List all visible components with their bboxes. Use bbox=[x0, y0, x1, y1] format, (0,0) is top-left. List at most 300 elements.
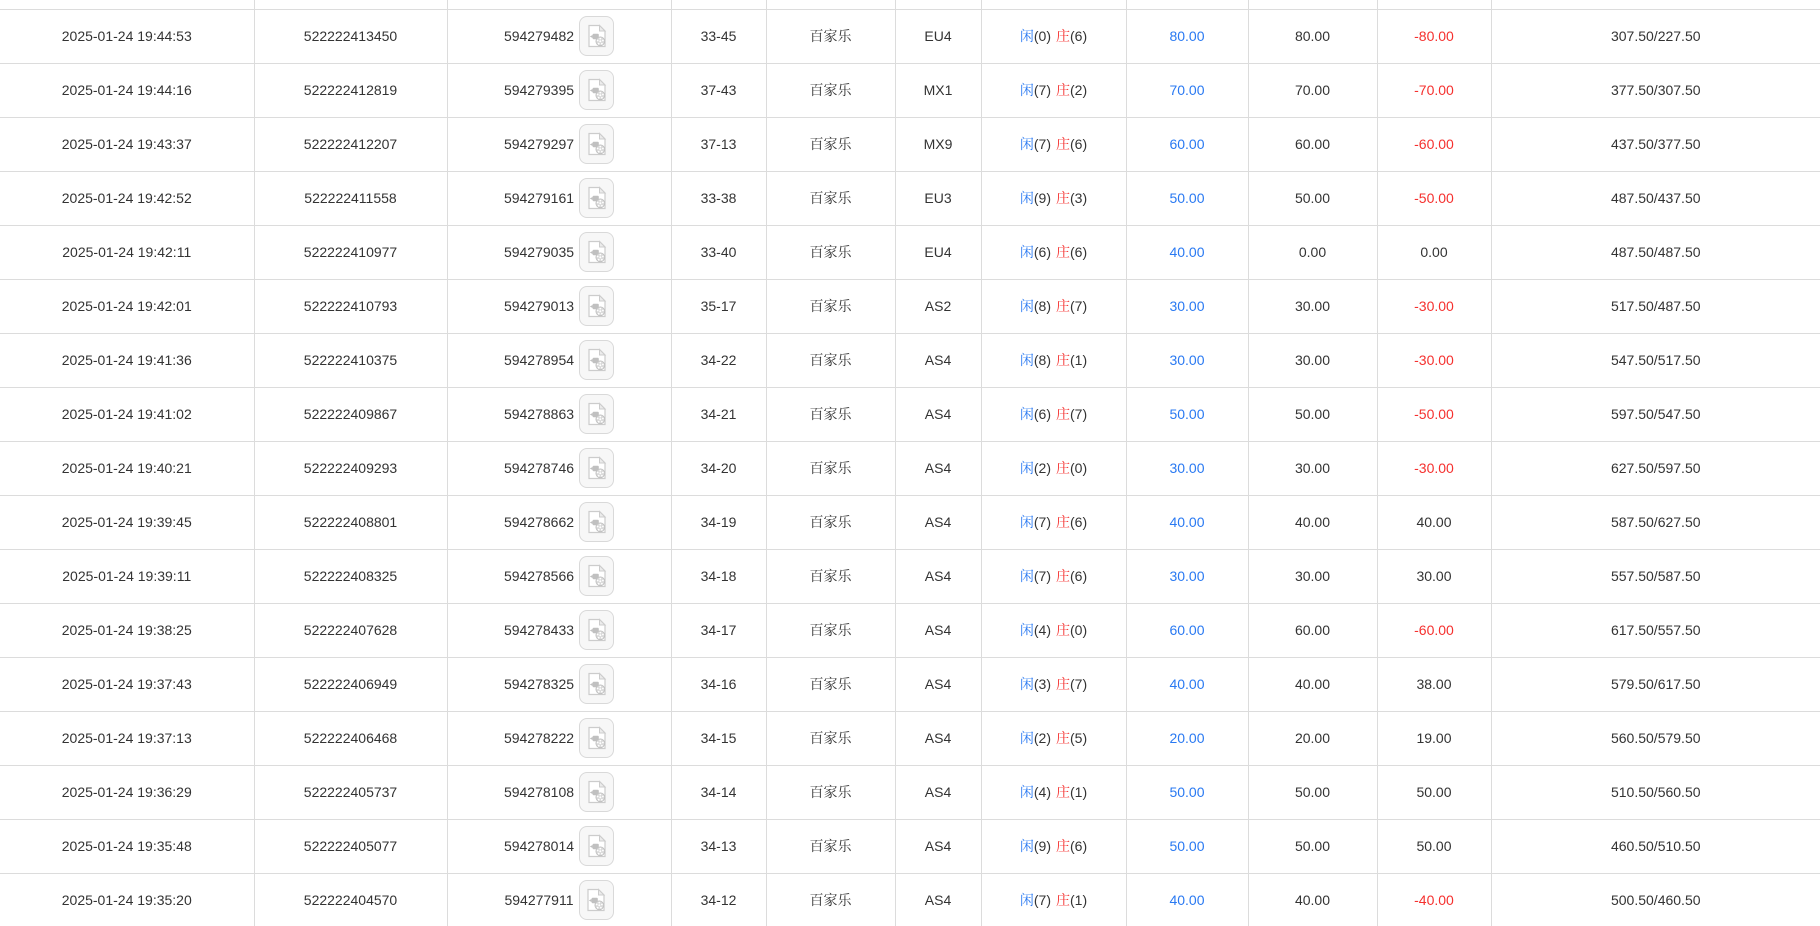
valid-bet-cell bbox=[1248, 333, 1377, 387]
table-code-cell bbox=[895, 333, 981, 387]
banker-score: (0) bbox=[1070, 622, 1088, 638]
video-replay-button[interactable] bbox=[579, 124, 614, 164]
game-type: 百家乐 bbox=[809, 298, 852, 314]
table-code: AS4 bbox=[924, 460, 952, 476]
game-type: 百家乐 bbox=[809, 82, 852, 98]
video-replay-icon bbox=[586, 726, 608, 750]
bet-time-cell bbox=[0, 333, 254, 387]
shoe-round-cell bbox=[671, 333, 766, 387]
bet-amount-cell bbox=[1126, 603, 1248, 657]
valid-bet-cell bbox=[1248, 9, 1377, 63]
bet-time-cell bbox=[0, 603, 254, 657]
result-cell bbox=[981, 657, 1126, 711]
bet-time: 2025-01-24 19:41:36 bbox=[61, 352, 192, 368]
win-loss: -80.00 bbox=[1414, 28, 1454, 44]
player-label: 闲 bbox=[1019, 460, 1034, 476]
balance-cell bbox=[1491, 441, 1820, 495]
video-replay-icon bbox=[586, 618, 608, 642]
round-cell bbox=[447, 225, 671, 279]
win-loss-cell bbox=[1377, 279, 1491, 333]
bet-id-cell bbox=[254, 279, 447, 333]
player-score: (7) bbox=[1033, 514, 1051, 530]
bet-id: 522222411558 bbox=[304, 190, 397, 206]
video-replay-button[interactable] bbox=[579, 16, 614, 56]
win-loss: -50.00 bbox=[1414, 406, 1454, 422]
round-group bbox=[504, 556, 614, 596]
shoe-round: 34-16 bbox=[700, 676, 737, 692]
balance-cell bbox=[1491, 225, 1820, 279]
player-score: (6) bbox=[1033, 244, 1051, 260]
valid-bet: 30.00 bbox=[1294, 460, 1331, 476]
valid-bet: 30.00 bbox=[1294, 352, 1331, 368]
win-loss-cell bbox=[1377, 657, 1491, 711]
win-loss-cell bbox=[1377, 387, 1491, 441]
banker-score: (3) bbox=[1070, 190, 1088, 206]
bet-time-cell bbox=[0, 171, 254, 225]
round-id: 594279013 bbox=[503, 298, 575, 314]
valid-bet: 70.00 bbox=[1294, 82, 1331, 98]
game-type-cell bbox=[766, 495, 895, 549]
game-type-cell bbox=[766, 873, 895, 926]
round-id: 594278108 bbox=[503, 784, 575, 800]
balance-cell bbox=[1491, 765, 1820, 819]
video-replay-button[interactable] bbox=[579, 70, 614, 110]
table-code-cell bbox=[895, 387, 981, 441]
round-group bbox=[504, 70, 614, 110]
player-score: (3) bbox=[1033, 676, 1051, 692]
table-code-cell bbox=[895, 603, 981, 657]
table-code-cell bbox=[895, 117, 981, 171]
valid-bet: 40.00 bbox=[1294, 514, 1331, 530]
game-type-cell bbox=[766, 387, 895, 441]
table-row bbox=[0, 279, 1820, 333]
valid-bet-cell bbox=[1248, 657, 1377, 711]
win-loss-cell bbox=[1377, 549, 1491, 603]
shoe-round-cell bbox=[671, 873, 766, 926]
win-loss: -30.00 bbox=[1414, 460, 1454, 476]
banker-score: (1) bbox=[1070, 892, 1088, 908]
game-type: 百家乐 bbox=[809, 352, 852, 368]
round-id: 594277911 bbox=[504, 892, 574, 908]
video-replay-icon bbox=[586, 564, 608, 588]
round-cell bbox=[447, 495, 671, 549]
bet-amount: 40.00 bbox=[1169, 514, 1205, 530]
valid-bet-cell bbox=[1248, 603, 1377, 657]
round-group bbox=[504, 340, 614, 380]
banker-score: (6) bbox=[1070, 244, 1088, 260]
round-group bbox=[504, 286, 614, 326]
win-loss: 40.00 bbox=[1416, 514, 1452, 530]
balance: 460.50/510.50 bbox=[1610, 838, 1701, 854]
player-label: 闲 bbox=[1019, 622, 1034, 638]
video-replay-button[interactable] bbox=[579, 826, 614, 866]
balance-cell bbox=[1491, 549, 1820, 603]
round-id: 594278863 bbox=[503, 406, 575, 422]
video-replay-button[interactable] bbox=[579, 232, 614, 272]
result-cell bbox=[981, 9, 1126, 63]
bet-time-cell bbox=[0, 495, 254, 549]
win-loss: 50.00 bbox=[1416, 784, 1452, 800]
result-cell bbox=[981, 387, 1126, 441]
valid-bet: 0.00 bbox=[1298, 244, 1327, 260]
bet-time: 2025-01-24 19:40:21 bbox=[61, 460, 192, 476]
shoe-round-cell bbox=[671, 9, 766, 63]
balance: 617.50/557.50 bbox=[1610, 622, 1701, 638]
bet-id: 522222404570 bbox=[303, 892, 398, 908]
round-cell bbox=[447, 9, 671, 63]
banker-label: 庄 bbox=[1056, 136, 1070, 152]
player-score: (6) bbox=[1033, 406, 1051, 422]
shoe-round-cell bbox=[671, 603, 766, 657]
round-group bbox=[504, 718, 614, 758]
bet-amount: 40.00 bbox=[1169, 676, 1205, 692]
table-code-cell bbox=[895, 711, 981, 765]
video-replay-icon bbox=[585, 888, 607, 912]
bet-time-cell bbox=[0, 9, 254, 63]
bet-amount-cell bbox=[1126, 225, 1248, 279]
bet-id: 522222408325 bbox=[303, 568, 398, 584]
round-id: 594279297 bbox=[503, 136, 575, 152]
video-replay-button[interactable] bbox=[579, 772, 614, 812]
bet-amount-cell bbox=[1126, 441, 1248, 495]
round-id: 594278566 bbox=[503, 568, 575, 584]
video-replay-icon bbox=[586, 348, 608, 372]
round-id: 594278954 bbox=[503, 352, 575, 368]
win-loss-cell bbox=[1377, 819, 1491, 873]
player-label: 闲 bbox=[1019, 676, 1034, 692]
bet-time: 2025-01-24 19:44:16 bbox=[61, 82, 192, 98]
valid-bet: 30.00 bbox=[1294, 568, 1331, 584]
valid-bet: 80.00 bbox=[1294, 28, 1331, 44]
balance: 487.50/487.50 bbox=[1610, 244, 1701, 260]
player-label: 闲 bbox=[1019, 730, 1034, 746]
game-type: 百家乐 bbox=[809, 190, 852, 206]
player-score: (0) bbox=[1033, 28, 1051, 44]
round-cell bbox=[447, 171, 671, 225]
bet-id: 522222410793 bbox=[303, 298, 398, 314]
table-code-cell bbox=[895, 495, 981, 549]
round-cell bbox=[447, 549, 671, 603]
table-code-cell bbox=[895, 171, 981, 225]
round-group bbox=[504, 16, 614, 56]
valid-bet: 20.00 bbox=[1294, 730, 1331, 746]
player-label: 闲 bbox=[1019, 82, 1034, 98]
valid-bet-cell bbox=[1248, 873, 1377, 926]
banker-label: 庄 bbox=[1056, 352, 1070, 368]
win-loss: -60.00 bbox=[1414, 136, 1454, 152]
round-group bbox=[504, 232, 614, 272]
valid-bet: 30.00 bbox=[1294, 298, 1331, 314]
game-type-cell bbox=[766, 603, 895, 657]
table-row bbox=[0, 117, 1820, 171]
round-id: 594278746 bbox=[503, 460, 575, 476]
bet-time-cell bbox=[0, 765, 254, 819]
video-replay-button[interactable] bbox=[579, 394, 614, 434]
round-group bbox=[504, 502, 614, 542]
video-replay-button[interactable] bbox=[579, 286, 614, 326]
bet-id-cell bbox=[254, 225, 447, 279]
game-type: 百家乐 bbox=[809, 622, 852, 638]
player-label: 闲 bbox=[1019, 352, 1034, 368]
valid-bet-cell bbox=[1248, 279, 1377, 333]
table-code-cell bbox=[895, 657, 981, 711]
balance: 627.50/597.50 bbox=[1610, 460, 1701, 476]
bet-id-cell bbox=[254, 873, 447, 926]
bet-id: 522222412207 bbox=[303, 136, 398, 152]
game-type-cell bbox=[766, 549, 895, 603]
bet-id: 522222408801 bbox=[303, 514, 398, 530]
round-id: 594278325 bbox=[503, 676, 575, 692]
shoe-round-cell bbox=[671, 819, 766, 873]
game-type-cell bbox=[766, 171, 895, 225]
table-code: MX9 bbox=[923, 136, 953, 152]
banker-score: (6) bbox=[1070, 568, 1088, 584]
win-loss: -70.00 bbox=[1414, 82, 1454, 98]
game-type: 百家乐 bbox=[809, 892, 852, 908]
result-cell bbox=[981, 117, 1126, 171]
shoe-round: 37-13 bbox=[700, 136, 737, 152]
video-replay-button[interactable] bbox=[579, 502, 614, 542]
table-row bbox=[0, 873, 1820, 926]
round-id: 594279035 bbox=[503, 244, 575, 260]
shoe-round: 34-22 bbox=[700, 352, 737, 368]
game-type-cell bbox=[766, 9, 895, 63]
table-row bbox=[0, 495, 1820, 549]
round-group bbox=[504, 880, 613, 920]
balance: 510.50/560.50 bbox=[1610, 784, 1701, 800]
banker-score: (7) bbox=[1070, 406, 1088, 422]
shoe-round-cell bbox=[671, 441, 766, 495]
bet-amount: 50.00 bbox=[1169, 190, 1205, 206]
table-row bbox=[0, 441, 1820, 495]
shoe-round: 34-17 bbox=[700, 622, 737, 638]
video-replay-button[interactable] bbox=[579, 664, 614, 704]
video-replay-button[interactable] bbox=[579, 880, 614, 920]
balance-cell bbox=[1491, 603, 1820, 657]
valid-bet-cell bbox=[1248, 171, 1377, 225]
game-type-cell bbox=[766, 279, 895, 333]
bet-time: 2025-01-24 19:37:43 bbox=[61, 676, 192, 692]
valid-bet: 50.00 bbox=[1294, 784, 1331, 800]
table-row bbox=[0, 765, 1820, 819]
win-loss: -50.00 bbox=[1414, 190, 1454, 206]
bet-amount-cell bbox=[1126, 765, 1248, 819]
bet-id: 522222413450 bbox=[303, 28, 398, 44]
video-replay-button[interactable] bbox=[579, 718, 614, 758]
balance: 487.50/437.50 bbox=[1610, 190, 1701, 206]
balance: 579.50/617.50 bbox=[1610, 676, 1701, 692]
valid-bet: 60.00 bbox=[1294, 622, 1331, 638]
video-replay-icon bbox=[586, 510, 608, 534]
bet-amount-cell bbox=[1126, 9, 1248, 63]
round-id: 594279482 bbox=[503, 28, 575, 44]
player-score: (7) bbox=[1033, 892, 1051, 908]
player-score: (7) bbox=[1033, 82, 1051, 98]
shoe-round: 34-13 bbox=[700, 838, 737, 854]
player-label: 闲 bbox=[1019, 568, 1034, 584]
bet-id: 522222406468 bbox=[303, 730, 398, 746]
shoe-round: 35-17 bbox=[700, 298, 737, 314]
banker-label: 庄 bbox=[1056, 676, 1070, 692]
game-type: 百家乐 bbox=[809, 838, 852, 854]
round-cell bbox=[447, 819, 671, 873]
round-cell bbox=[447, 873, 671, 926]
player-label: 闲 bbox=[1019, 514, 1034, 530]
game-type-cell bbox=[766, 63, 895, 117]
bet-amount: 30.00 bbox=[1169, 460, 1205, 476]
bet-time: 2025-01-24 19:37:13 bbox=[61, 730, 192, 746]
bet-time-cell bbox=[0, 819, 254, 873]
bet-amount: 50.00 bbox=[1169, 838, 1205, 854]
video-replay-icon bbox=[586, 78, 608, 102]
bet-amount-cell bbox=[1126, 117, 1248, 171]
balance-cell bbox=[1491, 873, 1820, 926]
banker-score: (7) bbox=[1070, 298, 1088, 314]
player-score: (8) bbox=[1033, 352, 1051, 368]
table-code: AS4 bbox=[924, 622, 952, 638]
bet-id-cell bbox=[254, 819, 447, 873]
round-group bbox=[504, 772, 614, 812]
shoe-round: 34-19 bbox=[700, 514, 737, 530]
balance: 587.50/627.50 bbox=[1610, 514, 1701, 530]
player-score: (9) bbox=[1033, 838, 1051, 854]
balance: 500.50/460.50 bbox=[1610, 892, 1701, 908]
table-row bbox=[0, 711, 1820, 765]
banker-label: 庄 bbox=[1056, 838, 1070, 854]
shoe-round-cell bbox=[671, 765, 766, 819]
banker-label: 庄 bbox=[1056, 622, 1070, 638]
win-loss-cell bbox=[1377, 63, 1491, 117]
banker-label: 庄 bbox=[1056, 892, 1070, 908]
win-loss-cell bbox=[1377, 711, 1491, 765]
bet-amount: 70.00 bbox=[1169, 82, 1205, 98]
table-row bbox=[0, 63, 1820, 117]
balance-cell bbox=[1491, 387, 1820, 441]
table-code: AS4 bbox=[924, 676, 952, 692]
player-score: (9) bbox=[1033, 190, 1051, 206]
video-replay-icon bbox=[586, 780, 608, 804]
game-type-cell bbox=[766, 333, 895, 387]
bet-time: 2025-01-24 19:36:29 bbox=[61, 784, 192, 800]
banker-label: 庄 bbox=[1056, 298, 1070, 314]
shoe-round: 34-15 bbox=[700, 730, 737, 746]
table-code: AS4 bbox=[924, 406, 952, 422]
banker-score: (6) bbox=[1070, 838, 1088, 854]
table-code: EU4 bbox=[924, 244, 952, 260]
banker-score: (1) bbox=[1070, 352, 1088, 368]
video-replay-button[interactable] bbox=[579, 556, 614, 596]
win-loss-cell bbox=[1377, 333, 1491, 387]
video-replay-icon bbox=[586, 834, 608, 858]
bet-id-cell bbox=[254, 333, 447, 387]
video-replay-button[interactable] bbox=[579, 448, 614, 488]
player-label: 闲 bbox=[1019, 244, 1034, 260]
player-score: (7) bbox=[1033, 568, 1051, 584]
video-replay-button[interactable] bbox=[579, 178, 614, 218]
valid-bet: 50.00 bbox=[1294, 838, 1331, 854]
win-loss-cell bbox=[1377, 171, 1491, 225]
table-code: EU4 bbox=[924, 28, 952, 44]
table-code-cell bbox=[895, 765, 981, 819]
banker-label: 庄 bbox=[1056, 784, 1070, 800]
video-replay-button[interactable] bbox=[579, 340, 614, 380]
table-code-cell bbox=[895, 279, 981, 333]
game-type-cell bbox=[766, 225, 895, 279]
result-cell bbox=[981, 495, 1126, 549]
banker-label: 庄 bbox=[1056, 82, 1070, 98]
valid-bet-cell bbox=[1248, 819, 1377, 873]
table-code: AS4 bbox=[924, 838, 952, 854]
bet-time: 2025-01-24 19:42:01 bbox=[61, 298, 192, 314]
table-code: AS4 bbox=[924, 730, 952, 746]
table-row bbox=[0, 657, 1820, 711]
player-score: (8) bbox=[1033, 298, 1051, 314]
video-replay-icon bbox=[586, 456, 608, 480]
shoe-round-cell bbox=[671, 171, 766, 225]
bet-time-cell bbox=[0, 657, 254, 711]
player-label: 闲 bbox=[1019, 838, 1034, 854]
table-row bbox=[0, 819, 1820, 873]
game-type: 百家乐 bbox=[809, 136, 852, 152]
bet-amount-cell bbox=[1126, 873, 1248, 926]
table-row bbox=[0, 333, 1820, 387]
game-type-cell bbox=[766, 819, 895, 873]
valid-bet-cell bbox=[1248, 117, 1377, 171]
bet-time-cell bbox=[0, 873, 254, 926]
video-replay-icon bbox=[586, 294, 608, 318]
round-group bbox=[504, 394, 614, 434]
bet-id: 522222410375 bbox=[303, 352, 398, 368]
win-loss-cell bbox=[1377, 873, 1491, 926]
banker-label: 庄 bbox=[1056, 190, 1070, 206]
bet-amount-cell bbox=[1126, 333, 1248, 387]
round-group bbox=[504, 448, 614, 488]
balance: 560.50/579.50 bbox=[1610, 730, 1701, 746]
bet-amount: 30.00 bbox=[1169, 568, 1205, 584]
player-score: (2) bbox=[1033, 730, 1051, 746]
shoe-round: 34-14 bbox=[700, 784, 737, 800]
result-cell bbox=[981, 333, 1126, 387]
win-loss: -60.00 bbox=[1414, 622, 1454, 638]
table-code-cell bbox=[895, 819, 981, 873]
win-loss: -30.00 bbox=[1414, 352, 1454, 368]
bet-amount: 30.00 bbox=[1169, 298, 1205, 314]
balance: 557.50/587.50 bbox=[1610, 568, 1701, 584]
balance-cell bbox=[1491, 495, 1820, 549]
bet-id: 522222405737 bbox=[303, 784, 398, 800]
video-replay-icon bbox=[586, 402, 608, 426]
valid-bet-cell bbox=[1248, 225, 1377, 279]
video-replay-icon bbox=[586, 672, 608, 696]
bet-amount: 50.00 bbox=[1169, 784, 1205, 800]
balance: 547.50/517.50 bbox=[1610, 352, 1701, 368]
bet-amount: 60.00 bbox=[1169, 136, 1205, 152]
player-label: 闲 bbox=[1019, 298, 1034, 314]
banker-label: 庄 bbox=[1056, 244, 1070, 260]
valid-bet: 50.00 bbox=[1294, 190, 1331, 206]
balance-cell bbox=[1491, 279, 1820, 333]
balance: 437.50/377.50 bbox=[1610, 136, 1701, 152]
balance-cell bbox=[1491, 657, 1820, 711]
bet-amount: 80.00 bbox=[1169, 28, 1205, 44]
balance: 377.50/307.50 bbox=[1610, 82, 1701, 98]
video-replay-icon bbox=[586, 132, 608, 156]
table-code-cell bbox=[895, 441, 981, 495]
banker-score: (2) bbox=[1070, 82, 1088, 98]
video-replay-button[interactable] bbox=[579, 610, 614, 650]
table-code-cell bbox=[895, 549, 981, 603]
bet-time: 2025-01-24 19:42:11 bbox=[62, 244, 192, 260]
